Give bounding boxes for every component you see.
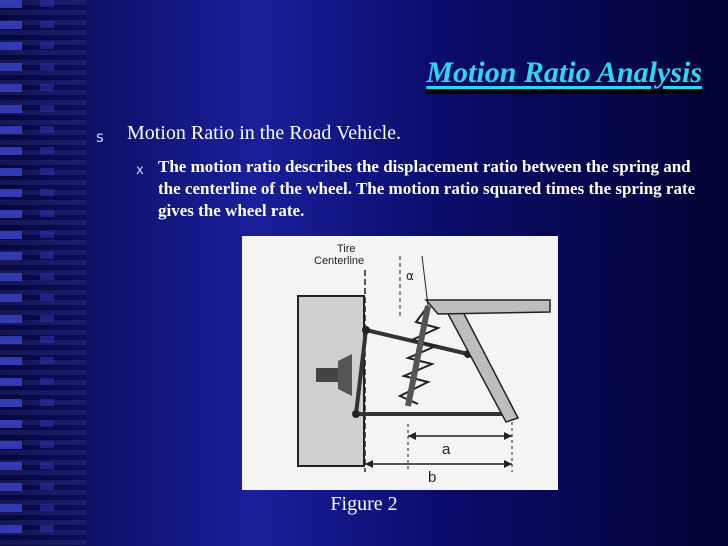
hub-stub <box>316 368 338 382</box>
label-a: a <box>442 441 451 458</box>
label-b: b <box>428 469 437 486</box>
decorative-squares-left <box>0 0 22 546</box>
suspension-diagram-svg <box>242 236 558 490</box>
slide-title: Motion Ratio Analysis <box>426 56 702 94</box>
label-centerline: Centerline <box>314 255 365 267</box>
bullet-level1-text: Motion Ratio in the Road Vehicle. <box>127 122 402 144</box>
label-tire: Tire <box>337 243 356 255</box>
hub-flange <box>338 354 352 396</box>
decorative-squares-inner <box>40 0 54 546</box>
bullet-marker-level1: s <box>96 128 104 146</box>
label-alpha: α <box>406 269 414 283</box>
bullet-marker-level2: x <box>136 163 144 178</box>
bullet-level2-text: The motion ratio describes the displacement ratio between the spring and the centerline of the wheel. The motion ratio squared times the spring rate gives the wheel rate. <box>158 157 696 220</box>
figure-caption: Figure 2 <box>330 493 398 515</box>
chassis-rail <box>426 300 550 314</box>
suspension-diagram <box>242 236 558 490</box>
